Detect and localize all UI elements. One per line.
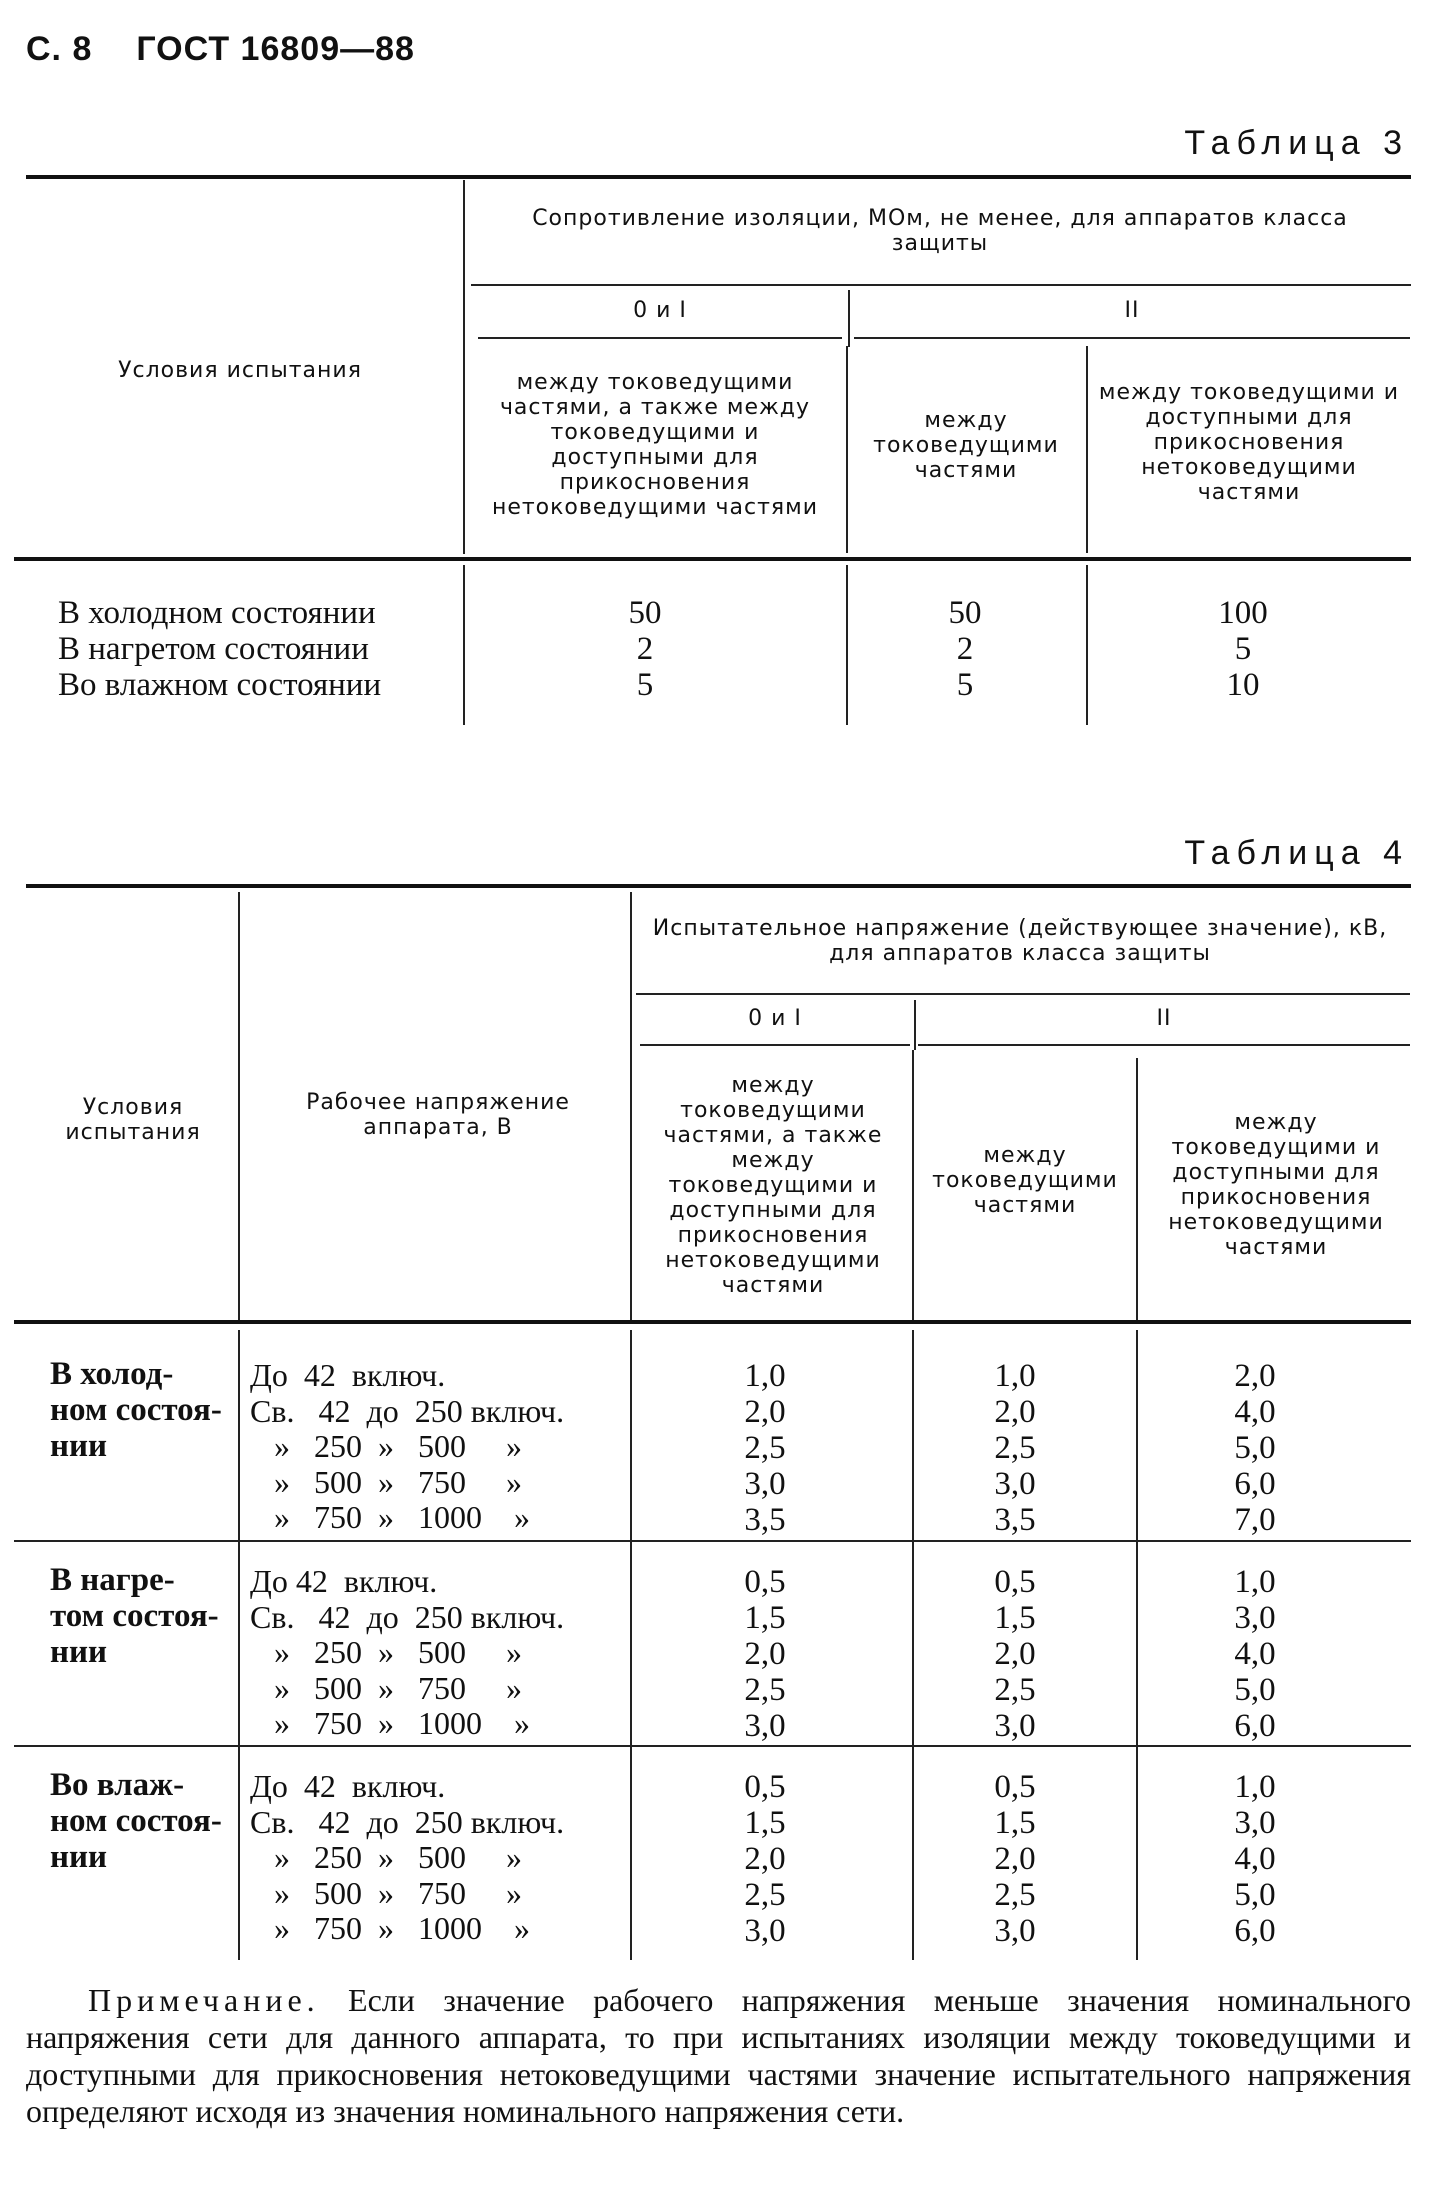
table-cell: 0,5: [994, 1769, 1036, 1805]
table3-col-b: между токоведущими частями: [873, 407, 1059, 483]
voltage-range: » 250 » 500 »: [250, 1634, 522, 1670]
table4-col-c-values: [1180, 1564, 1330, 1744]
table4-voltages: [250, 1564, 564, 1742]
table-cell: 1,5: [994, 1600, 1036, 1636]
table-cell: 1,0: [1234, 1564, 1276, 1600]
table-cell: 0,5: [994, 1564, 1036, 1600]
table-cell: 0,5: [744, 1564, 786, 1600]
table-cell: 5,0: [1234, 1877, 1276, 1913]
table-cell: 2,0: [994, 1394, 1036, 1430]
note-label: Примечание.: [88, 1982, 320, 2018]
condition-line: нии: [50, 1634, 108, 1670]
table4-group-condition: [50, 1767, 222, 1875]
voltage-range: » 750 » 1000 »: [250, 1499, 530, 1535]
condition-line: том состоя-: [50, 1598, 219, 1634]
voltage-range: » 750 » 1000 »: [250, 1705, 530, 1741]
voltage-range: Св. 42 до 250 включ.: [250, 1392, 565, 1429]
table3-conditions: [58, 595, 381, 703]
table-cell: 2,0: [1234, 1358, 1276, 1394]
table3-col-a-values: [560, 595, 730, 703]
table4-voltages: [250, 1358, 564, 1536]
table-cell: 6,0: [1234, 1708, 1276, 1744]
table4-col-a-values: [690, 1358, 840, 1538]
table4-col-b-values: [940, 1769, 1090, 1949]
table3-col-a: между токоведущими частями, а также между токоведущими и доступными для прикосновения нетоковедущими частями: [491, 370, 819, 520]
table-cell: 7,0: [1234, 1502, 1276, 1538]
table-cell: 1,5: [744, 1600, 786, 1636]
voltage-range: » 500 » 750 »: [250, 1463, 522, 1500]
table4-col-c: между токоведущими и доступными для прикосновения нетоковедущими частями: [1168, 1110, 1384, 1260]
table-cell: 6,0: [1234, 1913, 1276, 1949]
table3-group-header: Сопротивление изоляции, МОм, не менее, для аппаратов класса защиты: [532, 206, 1348, 256]
table4-caption: Таблица 4: [1184, 834, 1409, 872]
voltage-range: » 250 » 500 »: [250, 1428, 522, 1464]
voltage-range: Св. 42 до 250 включ.: [250, 1803, 565, 1840]
table-cell: 3,0: [994, 1913, 1036, 1949]
table-cell: 2,0: [994, 1636, 1036, 1672]
table-cell: 2,5: [994, 1877, 1036, 1913]
table-cell: 10: [1226, 667, 1260, 703]
table4-col-c-values: [1180, 1769, 1330, 1949]
table-cell: 1,0: [1234, 1769, 1276, 1805]
table-cell: 3,5: [744, 1502, 786, 1538]
note-text: Если значение рабочего напряжения меньше значения номинального напряжения сети для данного аппарата, то при испытаниях изоляции между токоведущими и доступными для прикосновения нетоковедущими частями значение испытательного напряжения определяют исходя из значения номинального напряжения сети.: [26, 1982, 1412, 2129]
table4-col-a-values: [690, 1564, 840, 1744]
table4-class-0-I: 0 и I: [748, 1005, 802, 1031]
table-cell: 4,0: [1234, 1394, 1276, 1430]
voltage-range: До 42 включ.: [250, 1357, 446, 1393]
table-cell: 1,0: [994, 1358, 1036, 1394]
table3-row-condition: В холодном состоянии: [58, 595, 376, 631]
table-cell: 1,5: [994, 1805, 1036, 1841]
table-cell: 4,0: [1234, 1841, 1276, 1877]
voltage-range: Св. 42 до 250 включ.: [250, 1598, 565, 1635]
table-cell: 2: [636, 631, 654, 667]
voltage-range: До 42 включ.: [250, 1768, 446, 1804]
table-cell: 5: [636, 667, 654, 703]
table4-col-b: между токоведущими частями: [932, 1142, 1118, 1218]
table-cell: 5: [1234, 631, 1252, 667]
table-cell: 3,0: [1234, 1600, 1276, 1636]
table-cell: 100: [1218, 595, 1268, 631]
table3-col-b-values: [880, 595, 1050, 703]
table-cell: 2,5: [744, 1430, 786, 1466]
table-cell: 3,0: [744, 1466, 786, 1502]
table-cell: 0,5: [744, 1769, 786, 1805]
table4-col-a: между токоведущими частями, а также между токоведущими и доступными для прикосновения нетоковедущими частями: [663, 1072, 883, 1298]
table-cell: 6,0: [1234, 1466, 1276, 1502]
page-number: С. 8: [26, 30, 93, 68]
table-cell: 50: [628, 595, 662, 631]
table-cell: 2,0: [744, 1636, 786, 1672]
condition-line: нии: [50, 1839, 108, 1875]
table-cell: 3,0: [994, 1708, 1036, 1744]
table-cell: 5,0: [1234, 1672, 1276, 1708]
table4-group-condition: [50, 1356, 222, 1464]
table4-col-b-values: [940, 1358, 1090, 1538]
table-cell: 3,0: [744, 1708, 786, 1744]
table-cell: 2,0: [994, 1841, 1036, 1877]
table-cell: 2,5: [744, 1672, 786, 1708]
voltage-range: » 500 » 750 »: [250, 1874, 522, 1911]
table4-group-header: Испытательное напряжение (действующее значение), кВ, для аппаратов класса защиты: [652, 916, 1388, 966]
table-cell: 1,0: [744, 1358, 786, 1394]
condition-line: нии: [50, 1428, 108, 1464]
table3-row-condition: В нагретом состоянии: [58, 631, 369, 667]
table3-col-c: между токоведущими и доступными для прикосновения нетоковедущими частями: [1098, 379, 1400, 505]
condition-line: ном состоя-: [50, 1803, 222, 1839]
table4-col-a-values: [690, 1769, 840, 1949]
condition-line: В нагре-: [50, 1562, 175, 1598]
standard-title: ГОСТ 16809—88: [136, 30, 415, 68]
table4-voltage-header: Рабочее напряжение аппарата, В: [306, 1090, 570, 1140]
table3-col-c-values: [1158, 595, 1328, 703]
table-cell: 4,0: [1234, 1636, 1276, 1672]
table4-group-condition: [50, 1562, 219, 1670]
table-cell: 2: [956, 631, 974, 667]
table-cell: 3,0: [1234, 1805, 1276, 1841]
table-cell: 50: [948, 595, 982, 631]
table3-caption: Таблица 3: [1184, 124, 1409, 162]
condition-line: ном состоя-: [50, 1392, 222, 1428]
table3-condition-header: Условия испытания: [118, 357, 362, 383]
table3-row-condition: Во влажном состоянии: [58, 667, 382, 703]
table4-col-b-values: [940, 1564, 1090, 1744]
voltage-range: До 42 включ.: [250, 1563, 438, 1599]
voltage-range: » 250 » 500 »: [250, 1839, 522, 1875]
table3-class-0-I: 0 и I: [633, 297, 687, 323]
table-cell: 3,0: [744, 1913, 786, 1949]
table4-col-c-values: [1180, 1358, 1330, 1538]
condition-line: В холод-: [50, 1356, 174, 1392]
table-cell: 2,5: [744, 1877, 786, 1913]
table-cell: 5,0: [1234, 1430, 1276, 1466]
table-cell: 3,0: [994, 1466, 1036, 1502]
table-cell: 3,5: [994, 1502, 1036, 1538]
table-cell: 2,5: [994, 1430, 1036, 1466]
table3-class-II: II: [1124, 297, 1140, 323]
table-cell: 1,5: [744, 1805, 786, 1841]
table4-class-II: II: [1156, 1005, 1172, 1031]
table-cell: 2,0: [744, 1394, 786, 1430]
voltage-range: » 750 » 1000 »: [250, 1910, 530, 1946]
voltage-range: » 500 » 750 »: [250, 1669, 522, 1706]
table-cell: 2,0: [744, 1841, 786, 1877]
table4-voltages: [250, 1769, 564, 1947]
table4-condition-header: Условия испытания: [65, 1095, 201, 1145]
table-cell: 5: [956, 667, 974, 703]
condition-line: Во влаж-: [50, 1767, 185, 1803]
note: [26, 1982, 1411, 2130]
table-cell: 2,5: [994, 1672, 1036, 1708]
page-header: [26, 30, 415, 69]
